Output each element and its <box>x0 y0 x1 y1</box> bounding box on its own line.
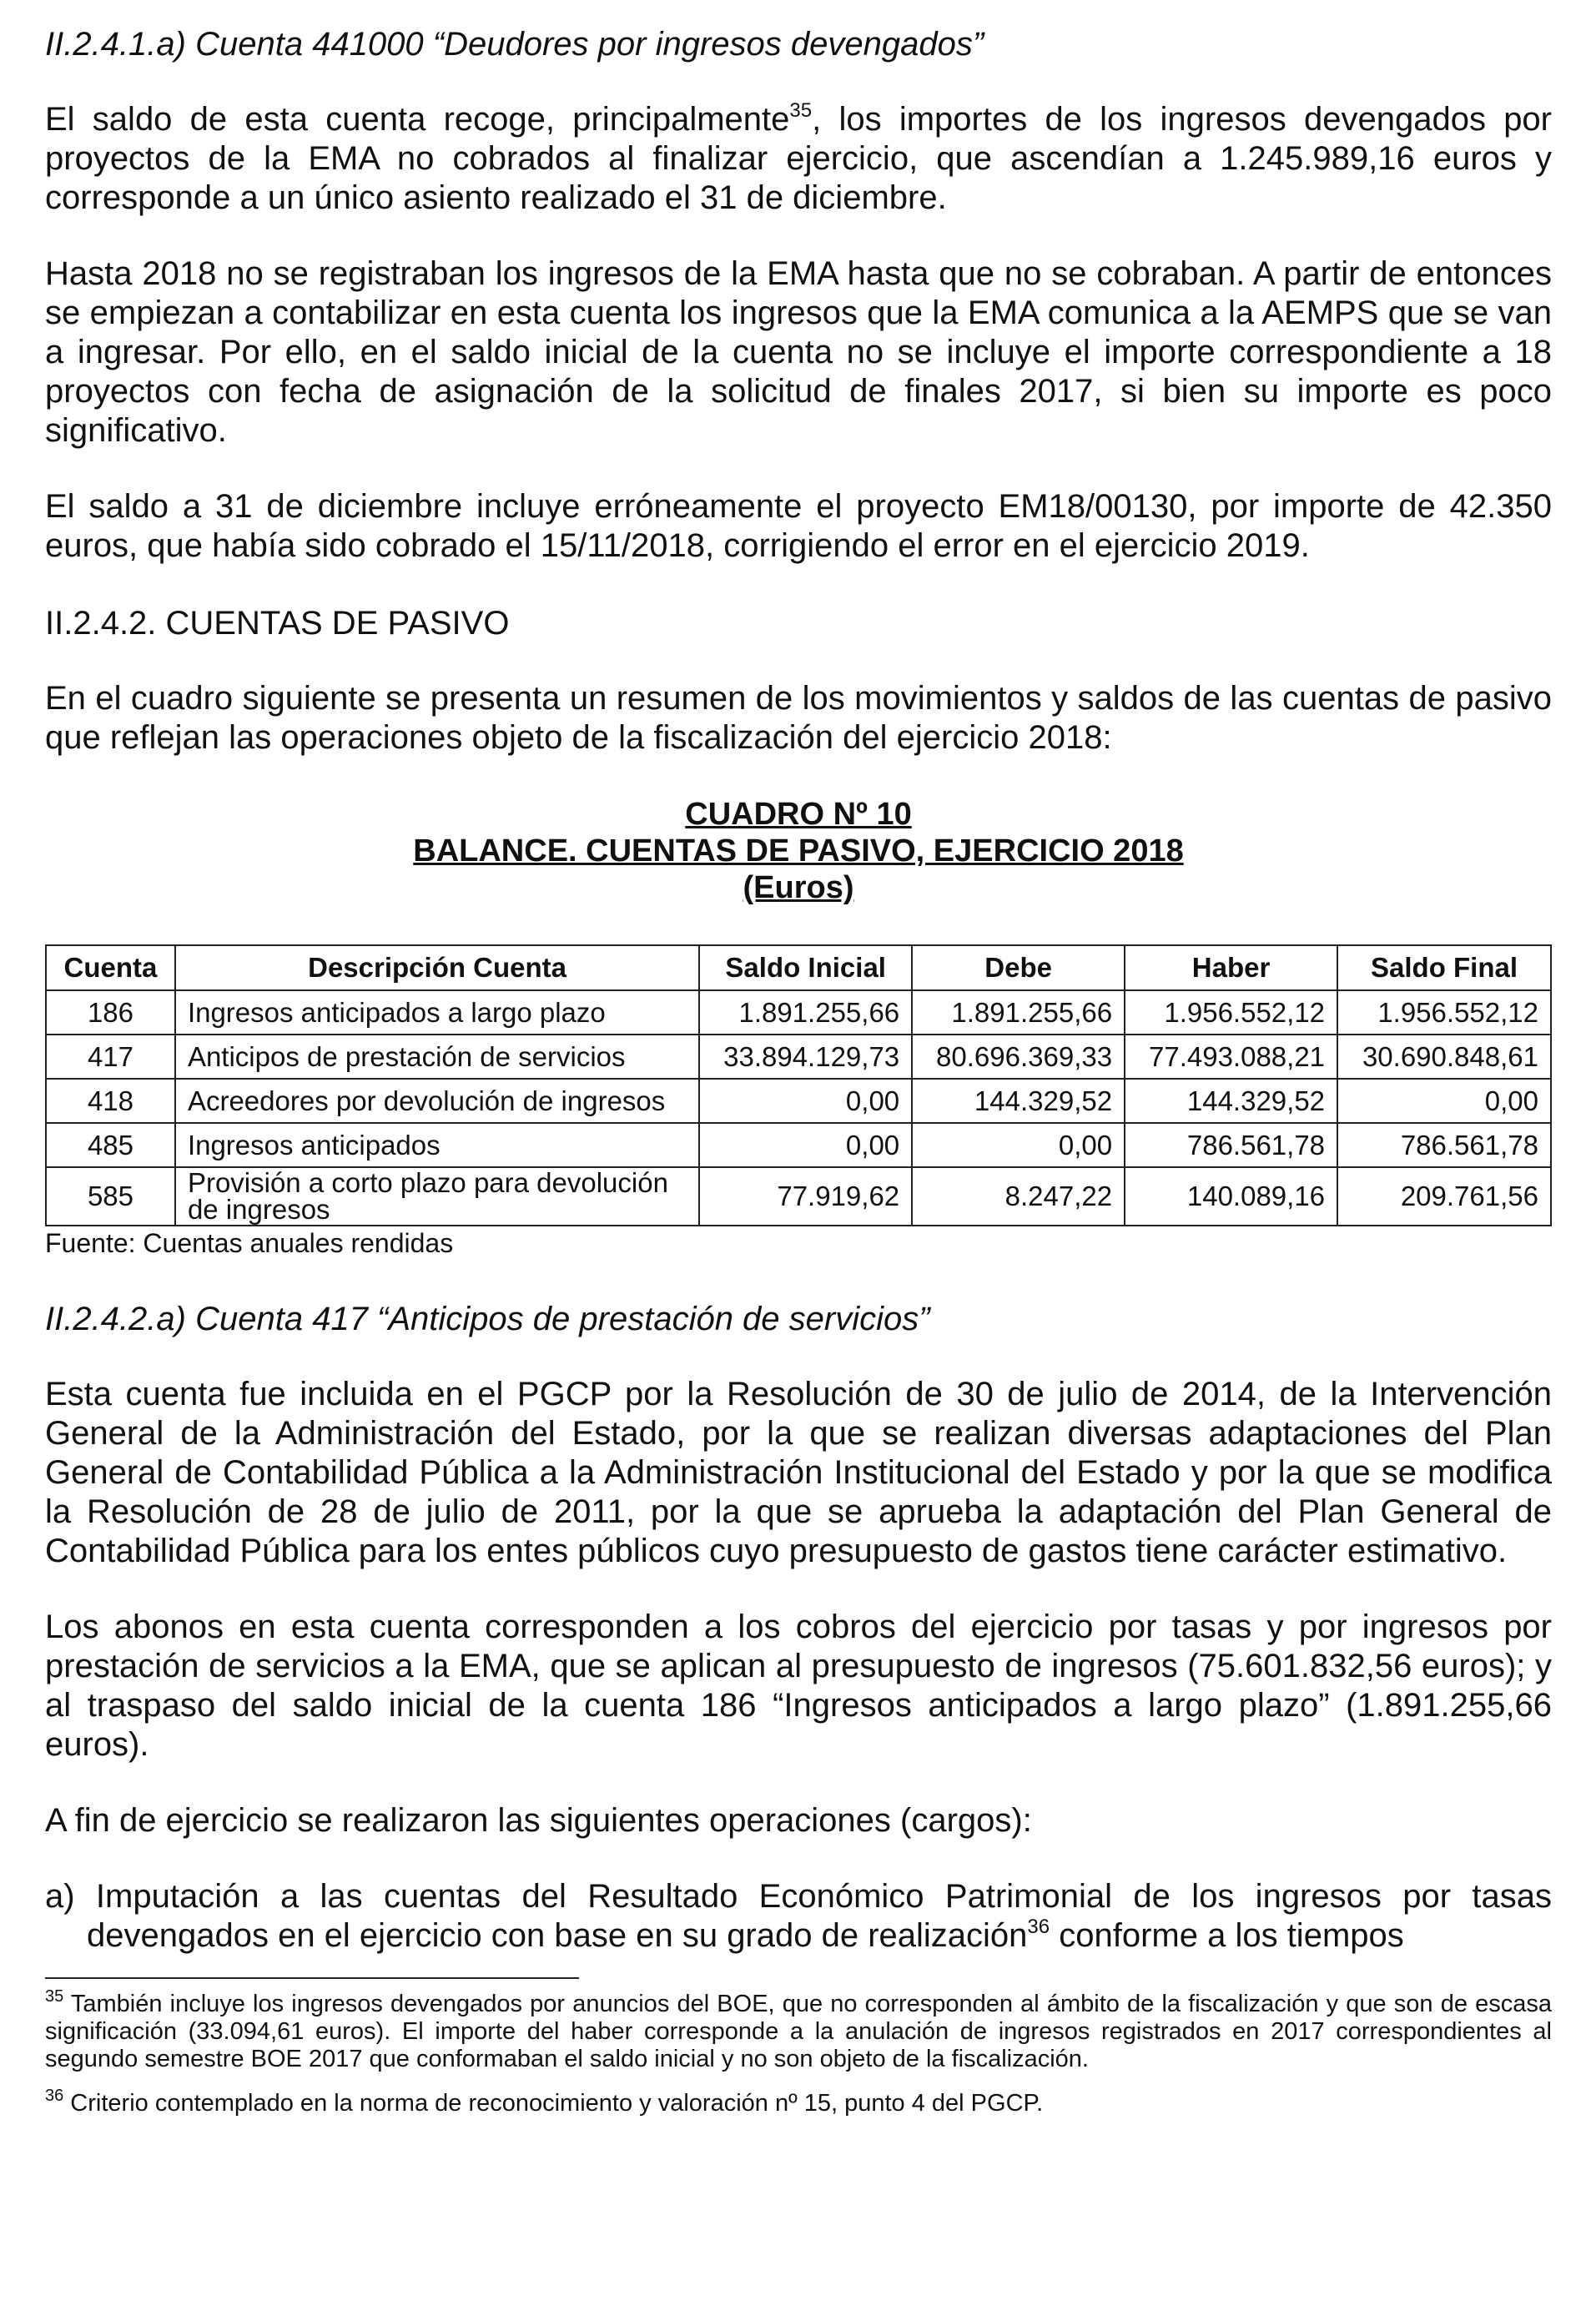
paragraph <box>45 100 1552 218</box>
cell-descripcion: Ingresos anticipados a largo plazo <box>175 990 699 1035</box>
cell-saldo-final: 786.561,78 <box>1337 1123 1551 1167</box>
paragraph: En el cuadro siguiente se presenta un resumen de los movimientos y saldos de las cuentas de pasivo que reflejan las operaciones objeto de la fiscalización del ejercicio 2018: <box>45 680 1552 756</box>
footnote-text: Criterio contemplado en la norma de reconocimiento y valoración nº 15, punto 4 del PGCP. <box>63 2090 1044 2117</box>
column-header: Cuenta <box>46 945 175 990</box>
footnote-36 <box>45 2087 1552 2117</box>
cell-haber: 1.956.552,12 <box>1125 990 1337 1035</box>
cell-descripcion: Ingresos anticipados <box>175 1123 699 1167</box>
paragraph: Hasta 2018 no se registraban los ingresos de la EMA hasta que no se cobraban. A partir de entonces se empiezan a contabilizar en esta cuenta los ingresos que la EMA comunica a la AEMPS que se van a ingresar. Por ello, en el saldo inicial de la cuenta no se incluye el importe correspondiente a 18 proyectos con fecha de asignación de la solicitud de finales 2017, si bien su importe es poco significativo. <box>45 255 1552 449</box>
cell-saldo-final: 1.956.552,12 <box>1337 990 1551 1035</box>
list-item-a <box>45 1877 1552 1956</box>
cell-descripcion: Anticipos de prestación de servicios <box>175 1035 699 1079</box>
footnote-text: También incluye los ingresos devengados por anuncios del BOE, que no corresponden al ámbito de la fiscalización y que son de escasa significación (33.094,61 euros). El importe del haber corresponde a la anulación de ingresos registrados en 2017 correspondientes al segundo semestre BOE 2017 que conformaban el saldo inicial y no son objeto de la fiscalización. <box>45 1991 1552 2072</box>
paragraph: El saldo a 31 de diciembre incluye erróneamente el proyecto EM18/00130, por importe de 42.350 euros, que había sido cobrado el 15/11/2018, corrigiendo el error en el ejercicio 2019. <box>45 488 1552 564</box>
table-row <box>46 1035 1551 1079</box>
column-header: Saldo Final <box>1337 945 1551 990</box>
footnote-35 <box>45 1987 1552 2073</box>
paragraph: Los abonos en esta cuenta corresponden a los cobros del ejercicio por tasas y por ingresos por prestación de servicios a la EMA, que se aplican al presupuesto de ingresos (75.601.832,56 euros); y al traspaso del saldo inicial de la cuenta 186 “Ingresos anticipados a largo plazo” (1.891.255,66 euros). <box>45 1609 1552 1763</box>
footnote-number: 35 <box>45 1987 64 2006</box>
cell-haber: 144.329,52 <box>1125 1079 1337 1123</box>
cell-cuenta: 186 <box>46 990 175 1035</box>
cell-saldo-inicial: 33.894.129,73 <box>699 1035 912 1079</box>
table-source: Fuente: Cuentas anuales rendidas <box>45 1228 454 1258</box>
paragraph-text: , los importes de los ingresos devengados por proyectos de la EMA no cobrados al finalizar ejercicio, que ascendían a 1.245.989,16 euros y corresponde a un único asiento realizado el 31 de diciembre. <box>45 101 1553 216</box>
document-page <box>45 23 1552 2134</box>
column-header: Saldo Inicial <box>699 945 912 990</box>
cell-haber: 77.493.088,21 <box>1125 1035 1337 1079</box>
column-header: Haber <box>1125 945 1337 990</box>
cell-debe: 80.696.369,33 <box>912 1035 1125 1079</box>
table-row <box>46 990 1551 1035</box>
footnote-number: 36 <box>45 2087 64 2105</box>
table-title-units: (Euros) <box>743 870 854 905</box>
cell-saldo-inicial: 1.891.255,66 <box>699 990 912 1035</box>
column-header: Descripción Cuenta <box>175 945 699 990</box>
table-row <box>46 1167 1551 1226</box>
footnote-ref-35: 35 <box>789 99 813 122</box>
table-header-row <box>46 945 1551 990</box>
section-heading-441000: II.2.4.1.a) Cuenta 441000 “Deudores por ingresos devengados” <box>45 26 984 63</box>
footnote-ref-36: 36 <box>1027 1916 1050 1938</box>
cell-descripcion: Acreedores por devolución de ingresos <box>175 1079 699 1123</box>
cell-cuenta: 417 <box>46 1035 175 1079</box>
cell-cuenta: 418 <box>46 1079 175 1123</box>
table-title-main: BALANCE. CUENTAS DE PASIVO, EJERCICIO 2018 <box>413 833 1184 868</box>
cell-debe: 1.891.255,66 <box>912 990 1125 1035</box>
list-item-text: a) Imputación a las cuentas del Resultado Económico Patrimonial de los ingresos por tasas devengados en el ejercicio con base en su grado de realización <box>45 1878 1552 1954</box>
table-row <box>46 1079 1551 1123</box>
section-heading-417: II.2.4.2.a) Cuenta 417 “Anticipos de prestación de servicios” <box>45 1301 930 1337</box>
paragraph: A fin de ejercicio se realizaron las siguientes operaciones (cargos): <box>45 1802 1032 1839</box>
cell-debe: 8.247,22 <box>912 1167 1125 1226</box>
cell-saldo-inicial: 0,00 <box>699 1079 912 1123</box>
section-heading-pasivo: II.2.4.2. CUENTAS DE PASIVO <box>45 605 510 642</box>
cell-descripcion: Provisión a corto plazo para devolución de ingresos <box>175 1167 699 1226</box>
balance-table <box>45 944 1552 1226</box>
cell-saldo-final: 0,00 <box>1337 1079 1551 1123</box>
cell-debe: 144.329,52 <box>912 1079 1125 1123</box>
table-title <box>45 796 1552 906</box>
cell-debe: 0,00 <box>912 1123 1125 1167</box>
list-item-text: conforme a los tiempos <box>1050 1917 1404 1954</box>
cell-haber: 786.561,78 <box>1125 1123 1337 1167</box>
cell-saldo-final: 209.761,56 <box>1337 1167 1551 1226</box>
cell-saldo-inicial: 77.919,62 <box>699 1167 912 1226</box>
cell-saldo-final: 30.690.848,61 <box>1337 1035 1551 1079</box>
column-header: Debe <box>912 945 1125 990</box>
table-title-number: CUADRO Nº 10 <box>685 797 912 832</box>
paragraph: Esta cuenta fue incluida en el PGCP por la Resolución de 30 de julio de 2014, de la Intervención General de la Administración del Estado, por la que se realizan diversas adaptaciones del Plan General de Contabilidad Pública a la Administración Institucional del Estado y por la que se modifica la Resolución de 28 de julio de 2011, por la que se aprueba la adaptación del Plan General de Contabilidad Pública para los entes públicos cuyo presupuesto de gastos tiene carácter estimativo. <box>45 1376 1552 1569</box>
cell-cuenta: 485 <box>46 1123 175 1167</box>
cell-haber: 140.089,16 <box>1125 1167 1337 1226</box>
table-row <box>46 1123 1551 1167</box>
footnote-separator <box>45 1977 579 1979</box>
cell-saldo-inicial: 0,00 <box>699 1123 912 1167</box>
cell-cuenta: 585 <box>46 1167 175 1226</box>
paragraph-text: El saldo de esta cuenta recoge, principalmente <box>45 101 790 138</box>
